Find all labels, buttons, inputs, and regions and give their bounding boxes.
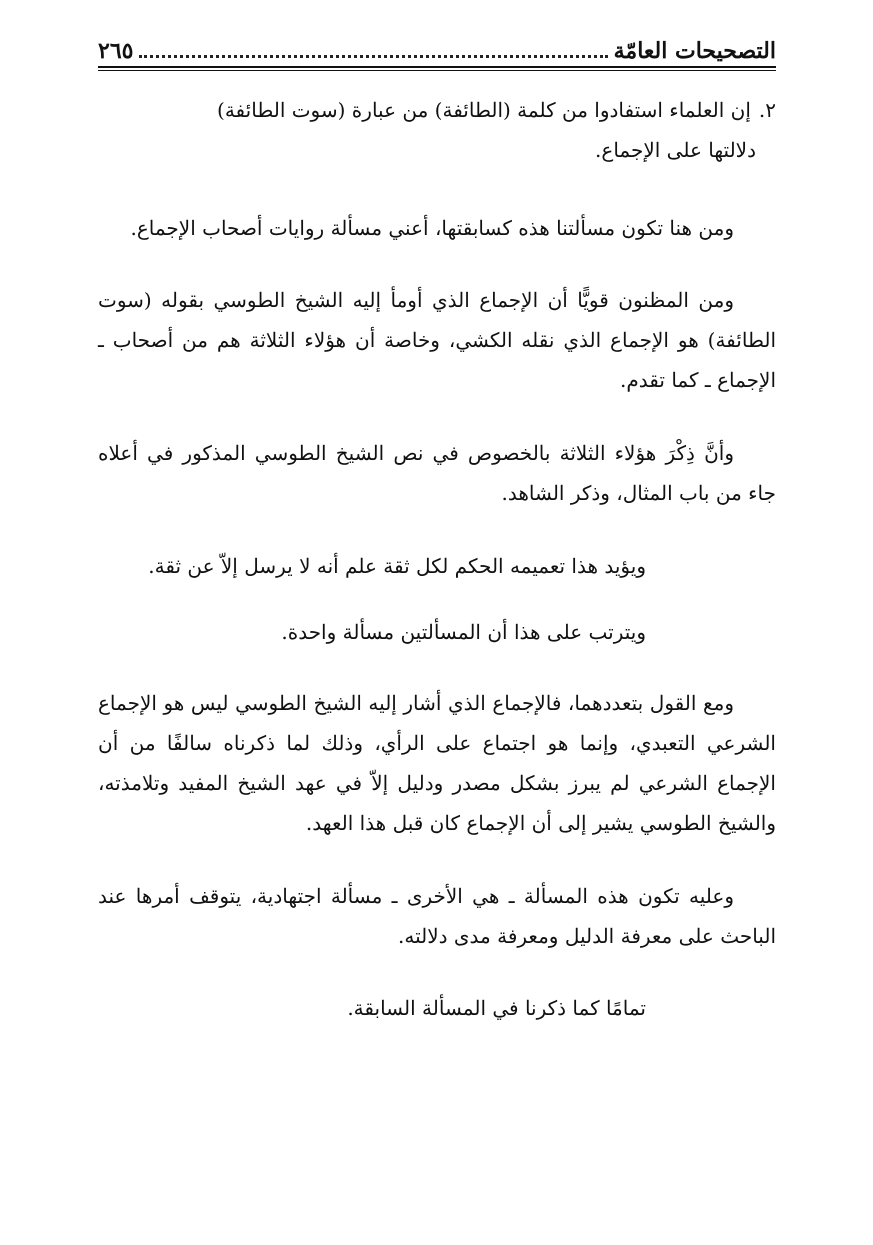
numbered-paragraph-line-1	[98, 90, 776, 130]
running-header	[98, 30, 776, 64]
numbered-paragraph-line-2: دلالتها على الإجماع.	[595, 138, 756, 162]
header-rule-thick	[98, 66, 776, 68]
list-number: ٢.	[758, 98, 776, 122]
paragraph-5: ويؤيد هذا تعميمه الحكم لكل ثقة علم أنه لا يرسل إلاّ عن ثقة.	[148, 554, 646, 578]
header-rule-thin	[98, 70, 776, 71]
numbered-paragraph-text: إن العلماء استفادوا من كلمة (الطائفة) من عبارة (سوت الطائفة)	[217, 98, 751, 122]
header-title: التصحيحات العامّة	[613, 38, 776, 64]
page-number: ٢٦٥	[98, 38, 134, 64]
paragraph-4: وأنَّ ذِكْرَ هؤلاء الثلاثة بالخصوص في نص الشيخ الطوسي المذكور في أعلاه جاء من باب المثال، وذكر الشاهد.	[98, 441, 776, 505]
paragraph-6: ويترتب على هذا أن المسألتين مسألة واحدة.	[281, 620, 646, 644]
header-dot-leader	[139, 55, 607, 58]
numbered-paragraph-2	[98, 90, 776, 170]
paragraph-8: وعليه تكون هذه المسألة ـ هي الأخرى ـ مسألة اجتهادية، يتوقف أمرها عند الباحث على معرفة الدليل ومعرفة مدى دلالته.	[98, 884, 776, 948]
paragraph-2: ومن هنا تكون مسألتنا هذه كسابقتها، أعني مسألة روايات أصحاب الإجماع.	[130, 216, 734, 240]
paragraph-7: ومع القول بتعددهما، فالإجماع الذي أشار إليه الشيخ الطوسي ليس هو الإجماع الشرعي التعبدي، وإنما هو اجتماع على الرأي، وذلك لما ذكرناه سالفًا من أن الإجماع الشرعي لم يبرز بشكل مصدر ودليل إلاّ في عهد الشيخ المفيد وتلامذته، والشيخ الطوسي يشير إلى أن الإجماع كان قبل هذا العهد.	[98, 691, 776, 835]
paragraph-9: تمامًا كما ذكرنا في المسألة السابقة.	[347, 996, 646, 1020]
paragraph-3: ومن المظنون قويًّا أن الإجماع الذي أومأ إليه الشيخ الطوسي بقوله (سوت الطائفة) هو الإجماع الذي نقله الكشي، وخاصة أن هؤلاء الثلاثة هم من أصحاب ـ الإجماع ـ كما تقدم.	[98, 288, 776, 392]
